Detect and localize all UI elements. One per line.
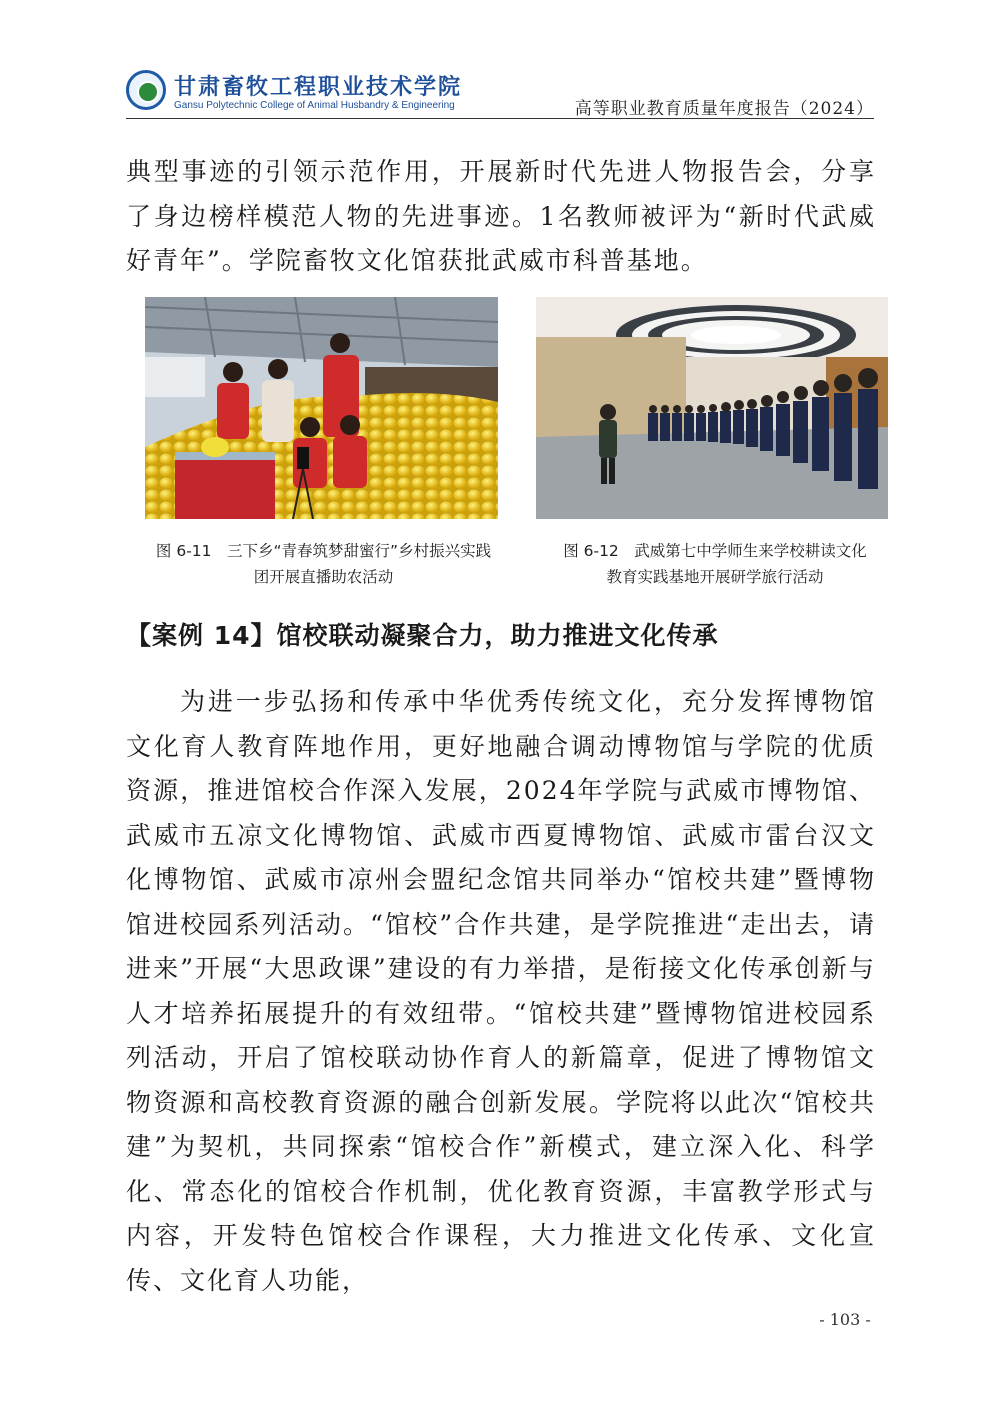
header-divider [126, 118, 874, 119]
caption-line: 教育实践基地开展研学旅行活动 [606, 568, 824, 586]
photo-livestream-melons [145, 297, 498, 519]
page-number: - 103 - [819, 1310, 871, 1329]
figure-caption-6-11 [126, 538, 521, 590]
caption-line: 团开展直播助农活动 [253, 568, 394, 586]
college-name-en: Gansu Polytechnic College of Animal Husbandry & Engineering [174, 100, 455, 111]
paragraph-1: 典型事迹的引领示范作用，开展新时代先进人物报告会，分享了身边榜样模范人物的先进事迹。1名教师被评为“新时代武威好青年”。学院畜牧文化馆获批武威市科普基地。 [126, 157, 876, 275]
college-logo-icon [126, 70, 166, 110]
page-header [126, 64, 874, 120]
photo-museum-study-tour [536, 297, 888, 519]
case-heading: 【案例 14】馆校联动凝聚合力，助力推进文化传承 [126, 621, 719, 650]
caption-line: 图 6-11 三下乡“青春筑梦甜蜜行”乡村振兴实践 [155, 542, 492, 560]
figure-caption-6-12 [540, 538, 890, 590]
report-title: 高等职业教育质量年度报告（2024） [574, 99, 874, 119]
college-name-cn: 甘肃畜牧工程职业技术学院 [174, 74, 463, 100]
paragraph-2: 为进一步弘扬和传承中华优秀传统文化，充分发挥博物馆文化育人教育阵地作用，更好地融合调动博物馆与学院的优质资源，推进馆校合作深入发展，2024年学院与武威市博物馆、武威市五凉文化博物馆、武威市西夏博物馆、武威市雷台汉文化博物馆、武威市凉州会盟纪念馆共同举办“馆校共建”暨博物馆进校园系列活动。“馆校”合作共建，是学院推进“走出去，请进来”开展“大思政课”建设的有力举措，是衔接文化传承创新与人才培养拓展提升的有效纽带。“馆校共建”暨博物馆进校园系列活动，开启了馆校联动协作育人的新篇章，促进了博物馆文物资源和高校教育资源的融合创新发展。学院将以此次“馆校共建”为契机，共同探索“馆校合作”新模式，建立深入化、科学化、常态化的馆校合作机制，优化教育资源，丰富教学形式与内容，开发特色馆校合作课程，大力推进文化传承、文化宣传、文化育人功能， [126, 687, 876, 1295]
caption-line: 图 6-12 武威第七中学师生来学校耕读文化 [563, 542, 867, 560]
